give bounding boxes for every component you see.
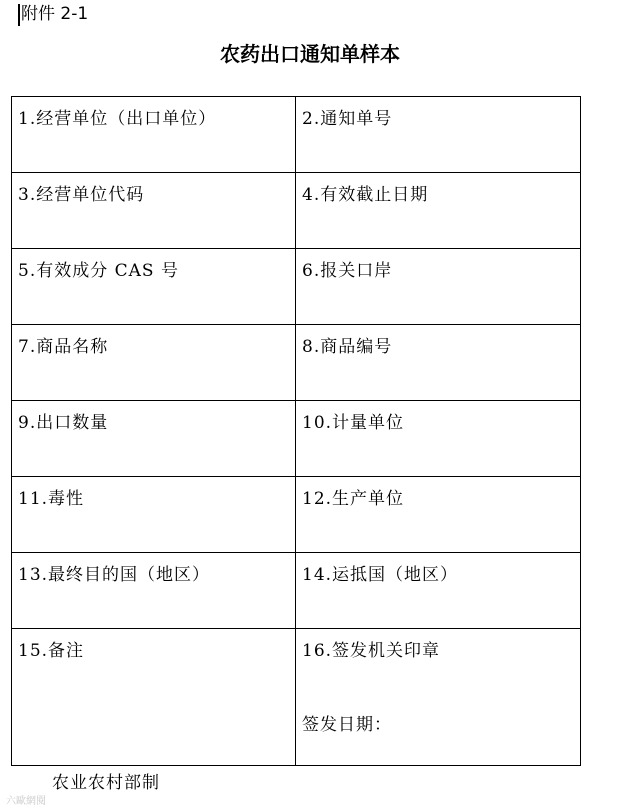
table-row [12, 249, 581, 325]
field-business-unit: 1.经营单位（出口单位） [12, 97, 296, 173]
field-destination-country: 13.最终目的国（地区） [12, 553, 296, 629]
field-product-code: 8.商品编号 [296, 325, 581, 401]
field-business-unit-code: 3.经营单位代码 [12, 173, 296, 249]
field-manufacturer: 12.生产单位 [296, 477, 581, 553]
field-remarks: 15.备注 [12, 629, 296, 766]
table-row [12, 629, 581, 766]
sign-date-label: 签发日期： [302, 715, 392, 735]
table-row [12, 173, 581, 249]
table-row [12, 553, 581, 629]
field-notice-number: 2.通知单号 [296, 97, 581, 173]
field-toxicity: 11.毒性 [12, 477, 296, 553]
field-export-quantity: 9.出口数量 [12, 401, 296, 477]
table-row [12, 325, 581, 401]
field-customs-port: 6.报关口岸 [296, 249, 581, 325]
field-issuing-authority-seal [296, 629, 581, 766]
field-product-name: 7.商品名称 [12, 325, 296, 401]
notice-form-table [11, 96, 581, 766]
watermark: 六歐網閱 [6, 796, 46, 807]
table-row [12, 477, 581, 553]
text-cursor [18, 4, 20, 26]
field-active-ingredient-cas: 5.有效成分 CAS 号 [12, 249, 296, 325]
seal-label: 16.签发机关印章 [302, 641, 441, 661]
field-unit-of-measure: 10.计量单位 [296, 401, 581, 477]
table-row [12, 97, 581, 173]
table-row [12, 401, 581, 477]
field-arrival-country: 14.运抵国（地区） [296, 553, 581, 629]
page-title: 农药出口通知单样本 [220, 42, 400, 66]
attachment-label: 附件 2-1 [21, 4, 89, 24]
field-expiry-date: 4.有效截止日期 [296, 173, 581, 249]
issuer-footer: 农业农村部制 [52, 773, 160, 793]
